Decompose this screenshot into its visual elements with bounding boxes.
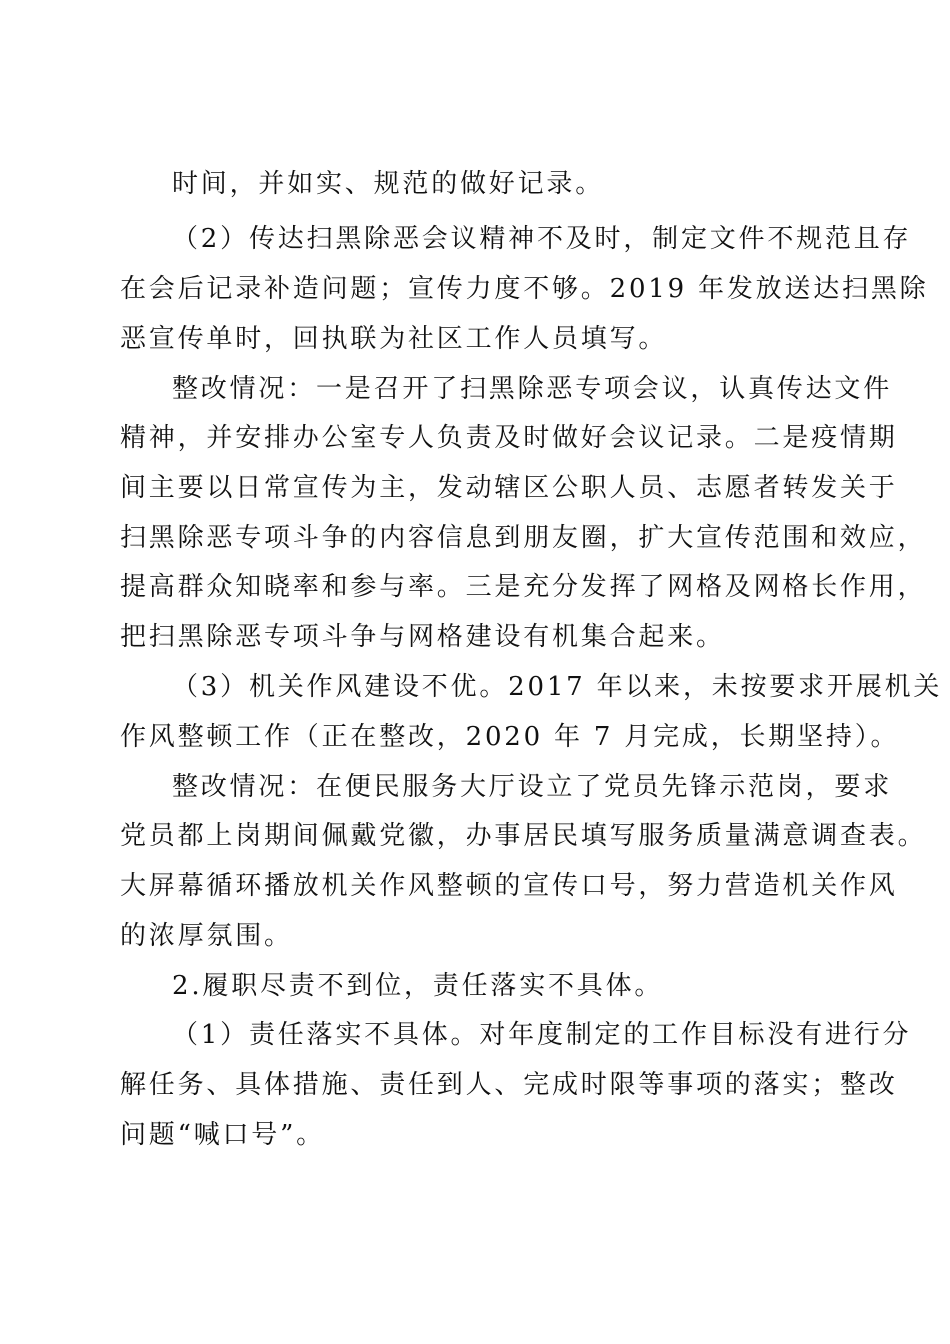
text-line: 整改情况：在便民服务大厅设立了党员先锋示范岗，要求 (172, 772, 893, 802)
text-line: 扫黑除恶专项斗争的内容信息到朋友圈，扩大宣传范围和效应， (120, 523, 927, 553)
text-line: 大屏幕循环播放机关作风整顿的宣传口号，努力营造机关作风 (120, 871, 898, 901)
text-line: 的浓厚氛围。 (120, 921, 293, 951)
text-line: 问题“喊口号”。 (120, 1120, 325, 1150)
section-heading: 2.履职尽责不到位，责任落实不具体。 (172, 971, 664, 1001)
text-line: 党员都上岗期间佩戴党徽，办事居民填写服务质量满意调查表。 (120, 821, 927, 851)
text-line: 间主要以日常宣传为主，发动辖区公职人员、志愿者转发关于 (120, 473, 898, 503)
text-line: 作风整顿工作（正在整改，2020 年 7 月完成，长期坚持）。 (120, 722, 900, 752)
text-line: 提高群众知晓率和参与率。三是充分发挥了网格及网格长作用， (120, 572, 927, 602)
text-line: （1）责任落实不具体。对年度制定的工作目标没有进行分 (172, 1020, 912, 1050)
text-line: 在会后记录补造问题；宣传力度不够。2019 年发放送达扫黑除 (120, 274, 929, 304)
text-line: 时间，并如实、规范的做好记录。 (172, 169, 605, 199)
text-line: 把扫黑除恶专项斗争与网格建设有机集合起来。 (120, 622, 725, 652)
text-line: 精神，并安排办公室专人负责及时做好会议记录。二是疫情期 (120, 423, 898, 453)
text-line: （3）机关作风建设不优。2017 年以来，未按要求开展机关 (172, 672, 943, 702)
text-line: （2）传达扫黑除恶会议精神不及时，制定文件不规范且存 (172, 224, 912, 254)
text-line: 解任务、具体措施、责任到人、完成时限等事项的落实；整改 (120, 1070, 898, 1100)
text-line: 恶宣传单时，回执联为社区工作人员填写。 (120, 324, 668, 354)
text-line: 整改情况：一是召开了扫黑除恶专项会议，认真传达文件 (172, 374, 893, 404)
